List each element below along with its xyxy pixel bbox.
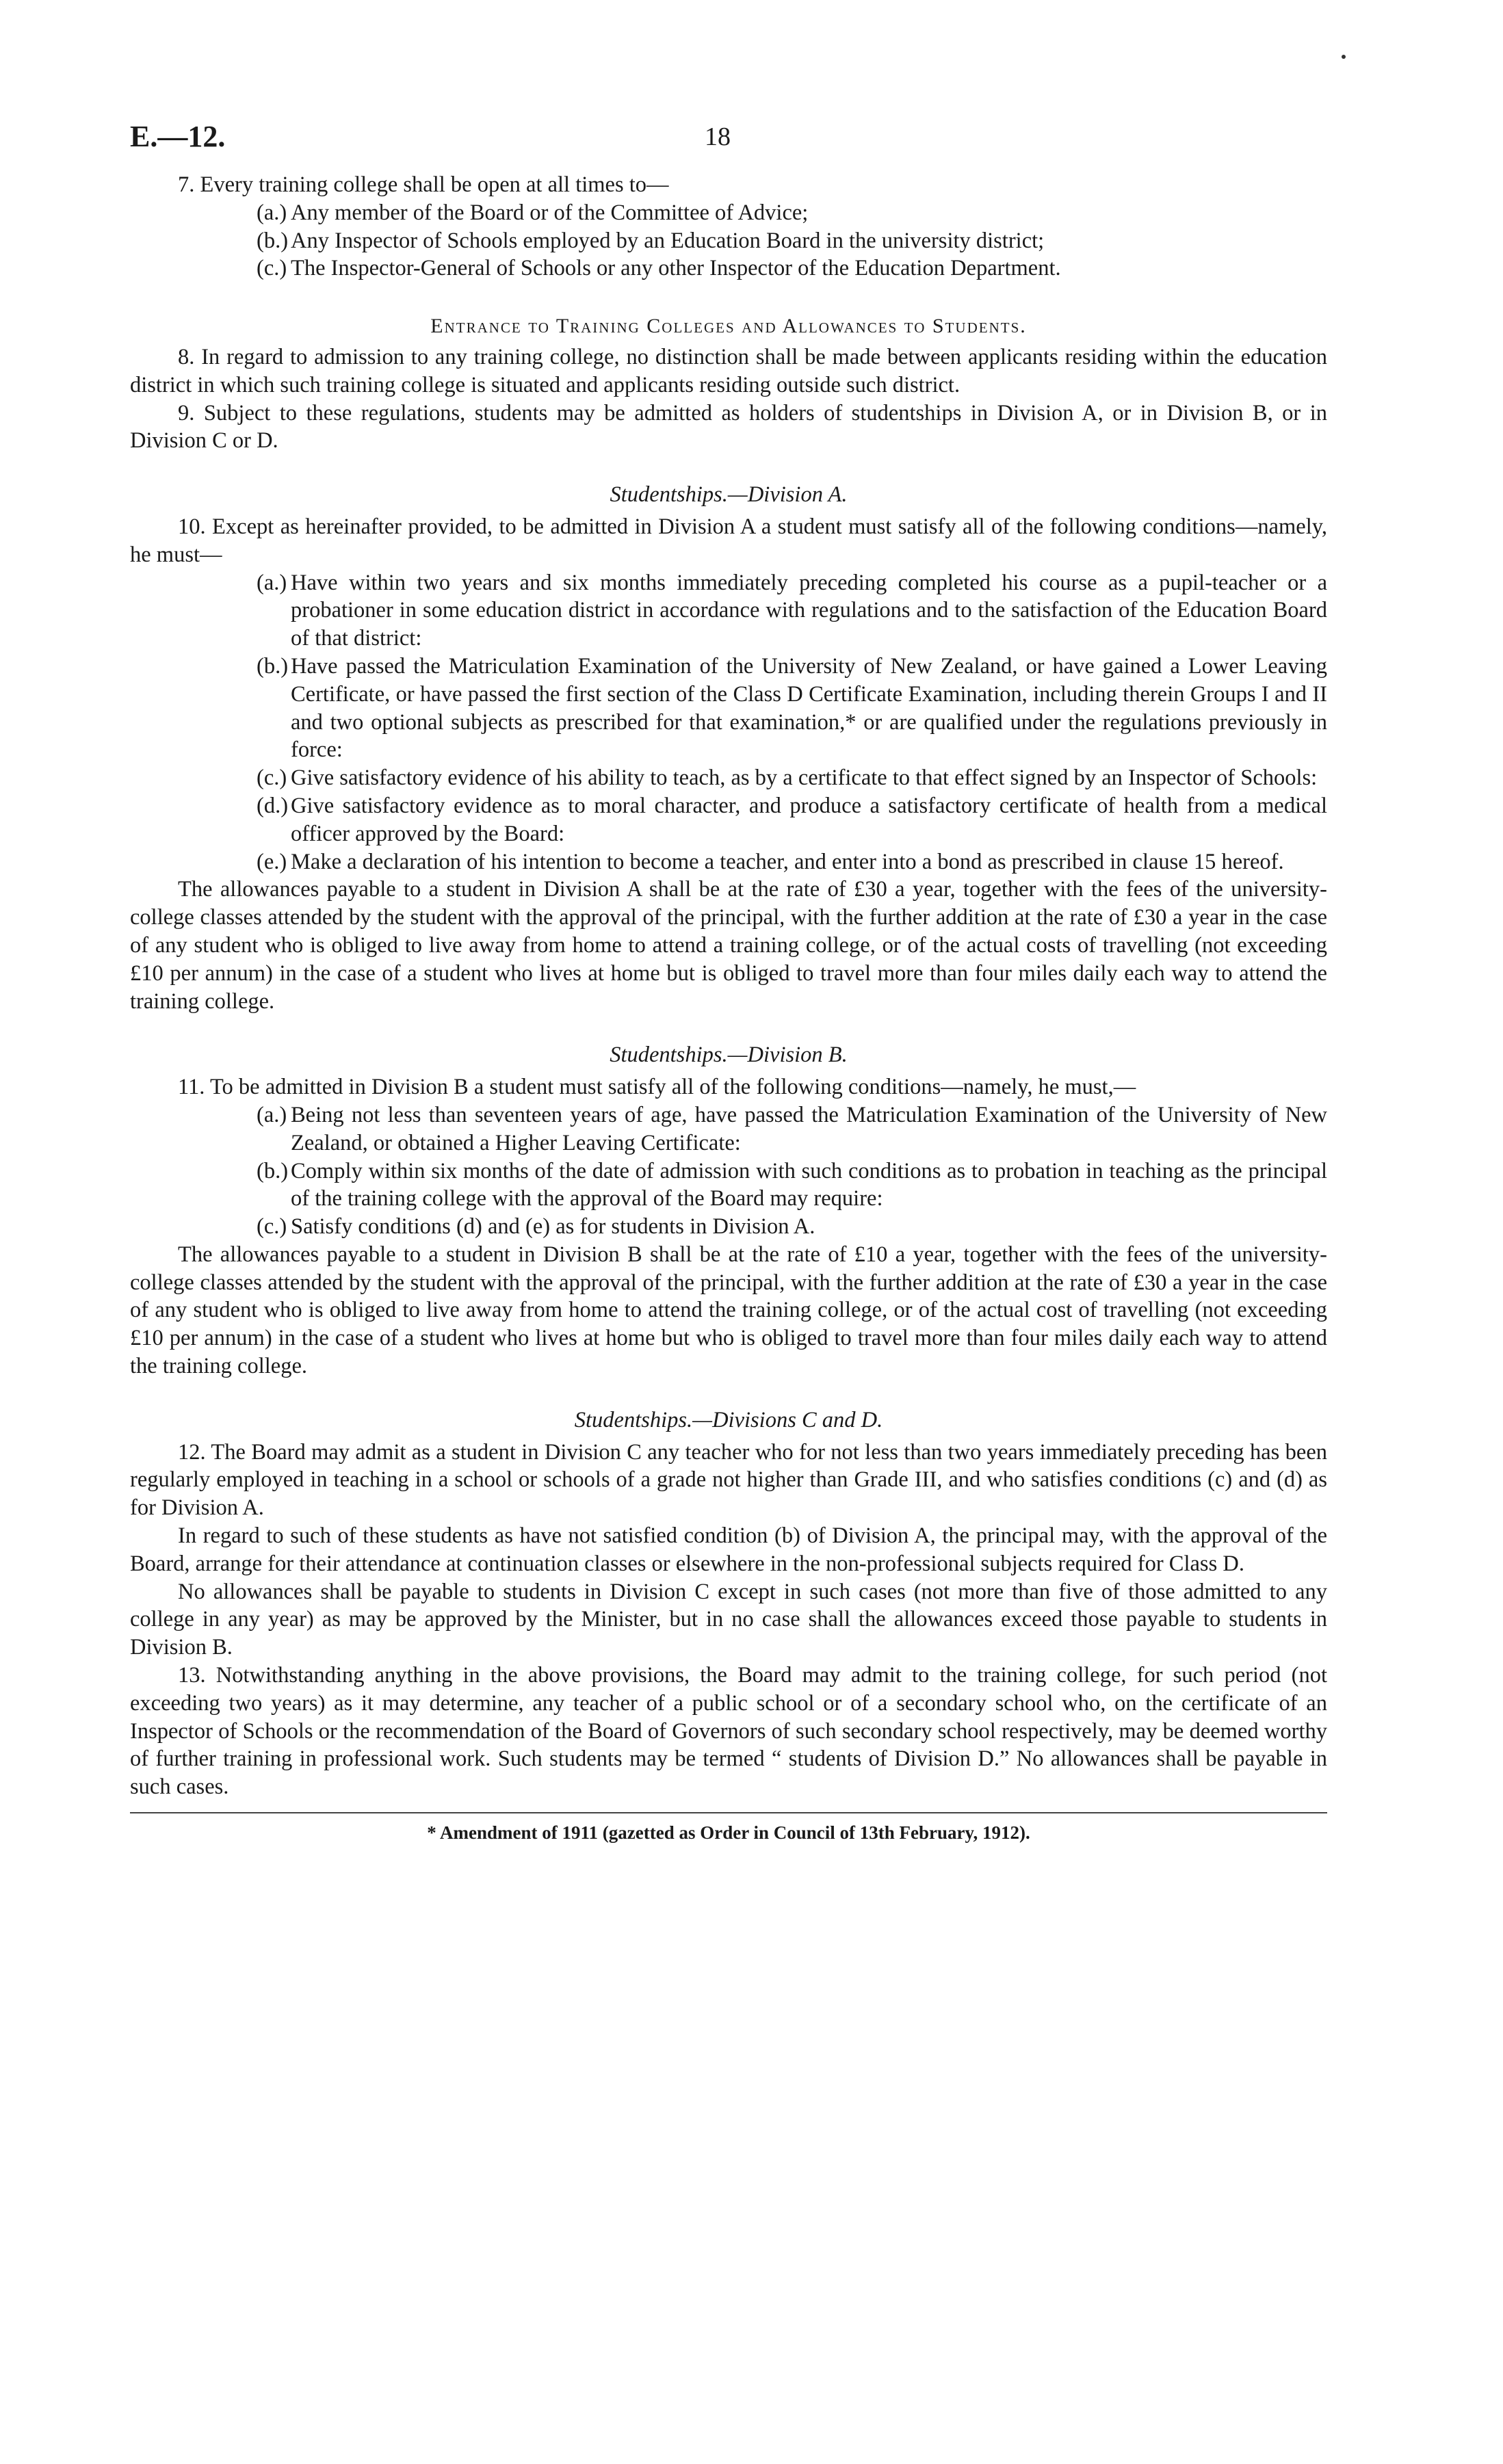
clause-8: 8. In regard to admission to any training college, no distinction shall be made between applicants residing within the education district in which such training college is situated and applicants residing outside such district. (130, 344, 1327, 397)
division-a-allowance: The allowances payable to a student in Division A shall be at the rate of £30 a year, together with the fees of the university-college classes attended by the student with the approval of the principal, with the further addition at the rate of £30 a year in the case of any student who is obliged to live away from home to attend a training college, or of the actual costs of travelling (not exceeding £10 per annum) in the case of a student who lives at home but is obliged to travel more than four miles daily each way to attend the training college. (130, 877, 1327, 1014)
section-heading-entrance: Entrance to Training Colleges and Allowances to Students. (430, 315, 1027, 338)
clause-12: 12. The Board may admit as a student in Division C any teacher who for not less than two years immediately preceding has been regularly employed in teaching in a school or schools of a grade not higher than Grade III, and who satisfies conditions (c) and (d) as for Division A. (130, 1439, 1327, 1521)
clause-10-item-c: (c.) Give satisfactory evidence of his ability to teach, as by a certificate to that effect signed by an Inspector of Schools: (257, 765, 1318, 791)
heading-divisions-c-d: Studentships.—Divisions C and D. (574, 1407, 883, 1432)
clause-7 (130, 171, 1327, 283)
clause-7-item-b: (b.) Any Inspector of Schools employed by an Education Board in the university district; (257, 228, 1045, 253)
clause-7-item-c: (c.) The Inspector-General of Schools or any other Inspector of the Education Department. (257, 256, 1061, 281)
clause-11-item-b: (b.) Comply within six months of the date of admission with such conditions as to probation in teaching as the principal of the training college with the approval of the Board may require: (257, 1158, 1327, 1211)
clause-10-item-a: (a.) Have within two years and six months immediately preceding completed his course as a pupil-teacher or a probationer in some education district in accordance with regulations and to the satisfaction of the Education Board of that district: (257, 570, 1327, 651)
clause-7-intro: 7. Every training college shall be open at all times to— (178, 172, 669, 197)
clause-13: 13. Notwithstanding anything in the above provisions, the Board may admit to the training college, for such period (not exceeding two years) as it may determine, any teacher of a public school or of a secondary school who, on the certificate of an Inspector of Schools or the recommendation of the Board of Governors of such secondary school respectively, may be deemed worthy of further training in professional work. Such students may be termed “ students of Division D.” No allowances shall be payable in such cases. (130, 1663, 1327, 1800)
margin-mark (1342, 55, 1346, 59)
footnote-divider (130, 1812, 1327, 1813)
document-page (130, 116, 1327, 1847)
clause-10-item-d: (d.) Give satisfactory evidence as to moral character, and produce a satisfactory certificate of health from a medical officer approved by the Board: (257, 793, 1327, 846)
clause-10-item-e: (e.) Make a declaration of his intention to become a teacher, and enter into a bond as prescribed in clause 15 hereof. (257, 849, 1284, 874)
clause-12-condition-b: In regard to such of these students as have not satisfied condition (b) of Division A, the principal may, with the approval of the Board, arrange for their attendance at continuation classes or elsewhere in the non-professional subjects required for Class D. (130, 1523, 1327, 1576)
division-b-allowance: The allowances payable to a student in Division B shall be at the rate of £10 a year, together with the fees of the university-college classes attended by the student with the approval of the principal, with the further addition at the rate of £30 a year in the case of any student who is obliged to live away from home to attend the training college, or of the actual cost of travelling (not exceeding £10 per annum) in the case of a student who lives at home but who is obliged to travel more than four miles daily each way to attend the training college. (130, 1242, 1327, 1379)
clause-11-item-a: (a.) Being not less than seventeen years of age, have passed the Matriculation Examination of the University of New Zealand, or obtained a Higher Leaving Certificate: (257, 1102, 1327, 1155)
document-reference: E.—12. (130, 120, 226, 153)
clause-10-item-b: (b.) Have passed the Matriculation Examination of the University of New Zealand, or have gained a Lower Leaving Certificate, or have passed the first section of the Class D Certificate Examination, including therein Groups I and II and two optional subjects as prescribed for that examination,* or are qualified under the regulations previously in force: (257, 653, 1327, 763)
heading-division-a: Studentships.—Division A. (610, 482, 848, 508)
clause-10-intro: 10. Except as hereinafter provided, to be admitted in Division A a student must satisfy all of the following conditions—namely, he must— (130, 514, 1327, 567)
clause-7-item-a: (a.) Any member of the Board or of the Committee of Advice; (257, 200, 809, 225)
clause-11-intro: 11. To be admitted in Division B a student must satisfy all of the following conditions—namely, he must,— (178, 1075, 1136, 1100)
page-header (130, 116, 1327, 171)
heading-division-b: Studentships.—Division B. (610, 1043, 848, 1068)
footnote: * Amendment of 1911 (gazetted as Order in Council of 13th February, 1912). (427, 1822, 1030, 1844)
clause-12-allowances: No allowances shall be payable to students in Division C except in such cases (not more than five of those admitted to any college in any year) as may be approved by the Minister, but in no case shall the allowances exceed those payable to students in Division B. (130, 1579, 1327, 1660)
page-number: 18 (705, 122, 731, 151)
clause-9: 9. Subject to these regulations, students may be admitted as holders of studentships in Division A, or in Division B, or in Division C or D. (130, 400, 1327, 454)
clause-11-item-c: (c.) Satisfy conditions (d) and (e) as for students in Division A. (257, 1214, 815, 1240)
